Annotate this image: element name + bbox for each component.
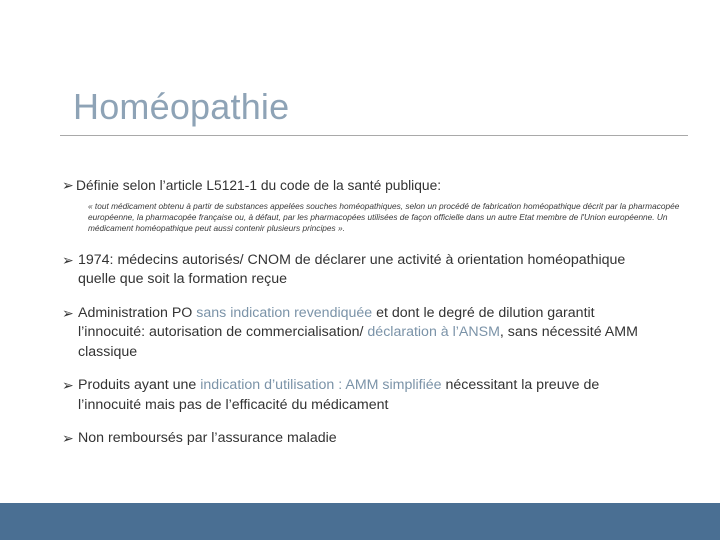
bullet-text-highlight: déclaration à l’ANSM <box>367 324 500 341</box>
title-divider <box>60 135 688 136</box>
bullet-item-administration <box>62 304 662 363</box>
bullet-text-part: , sans nécessité AMM classique <box>78 324 638 360</box>
bullet-text-highlight: indication d’utilisation : AMM simplifiée <box>200 377 442 394</box>
bullet-text-part: et dont le degré de dilution garantit l’innocuité: autorisation de commercialisation/ <box>78 304 595 341</box>
legal-quote: « tout médicament obtenu à partir de substances appelées souches homéopathiques, selon un procédé de fabrication homéopathique décrit par la pharmacopée européenne, la pharmacopée française ou, à défaut, par les pharmacopées utilisées de façon officielle dans un autre Etat membre de l'Union européenne. Un médicament homéopathique peut aussi contenir plusieurs principes ». <box>88 200 680 234</box>
bullet-item-1974 <box>62 251 662 290</box>
bullet-text: Définie selon l’article L5121-1 du code de la santé publique: <box>76 178 442 193</box>
slide-content <box>62 176 680 449</box>
bullet-item-produits <box>62 376 662 415</box>
bullet-text: 1974: médecins autorisés/ CNOM de déclarer une activité à orientation homéopathique quelle que soit la formation reçue <box>78 251 626 288</box>
arrow-bullet-icon: ➢ <box>62 251 74 268</box>
footer-bar <box>0 503 720 540</box>
bullet-text-part: nécessitant la preuve de l’innocuité mais pas de l’efficacité du médicament <box>78 377 600 413</box>
bullet-text: Non remboursés par l’assurance maladie <box>78 430 337 447</box>
bullet-text-part: Produits ayant une <box>78 377 201 394</box>
arrow-bullet-icon: ➢ <box>62 377 74 394</box>
slide-title: Homéopathie <box>73 86 290 127</box>
arrow-bullet-icon: ➢ <box>62 177 74 193</box>
bullet-text-highlight: sans indication revendiquée <box>196 304 373 321</box>
arrow-bullet-icon: ➢ <box>62 304 74 321</box>
bullet-item-remboursement <box>62 429 662 449</box>
arrow-bullet-icon: ➢ <box>62 430 74 447</box>
bullet-text-part: Administration PO <box>78 304 197 321</box>
bullet-item-definition <box>62 176 680 235</box>
